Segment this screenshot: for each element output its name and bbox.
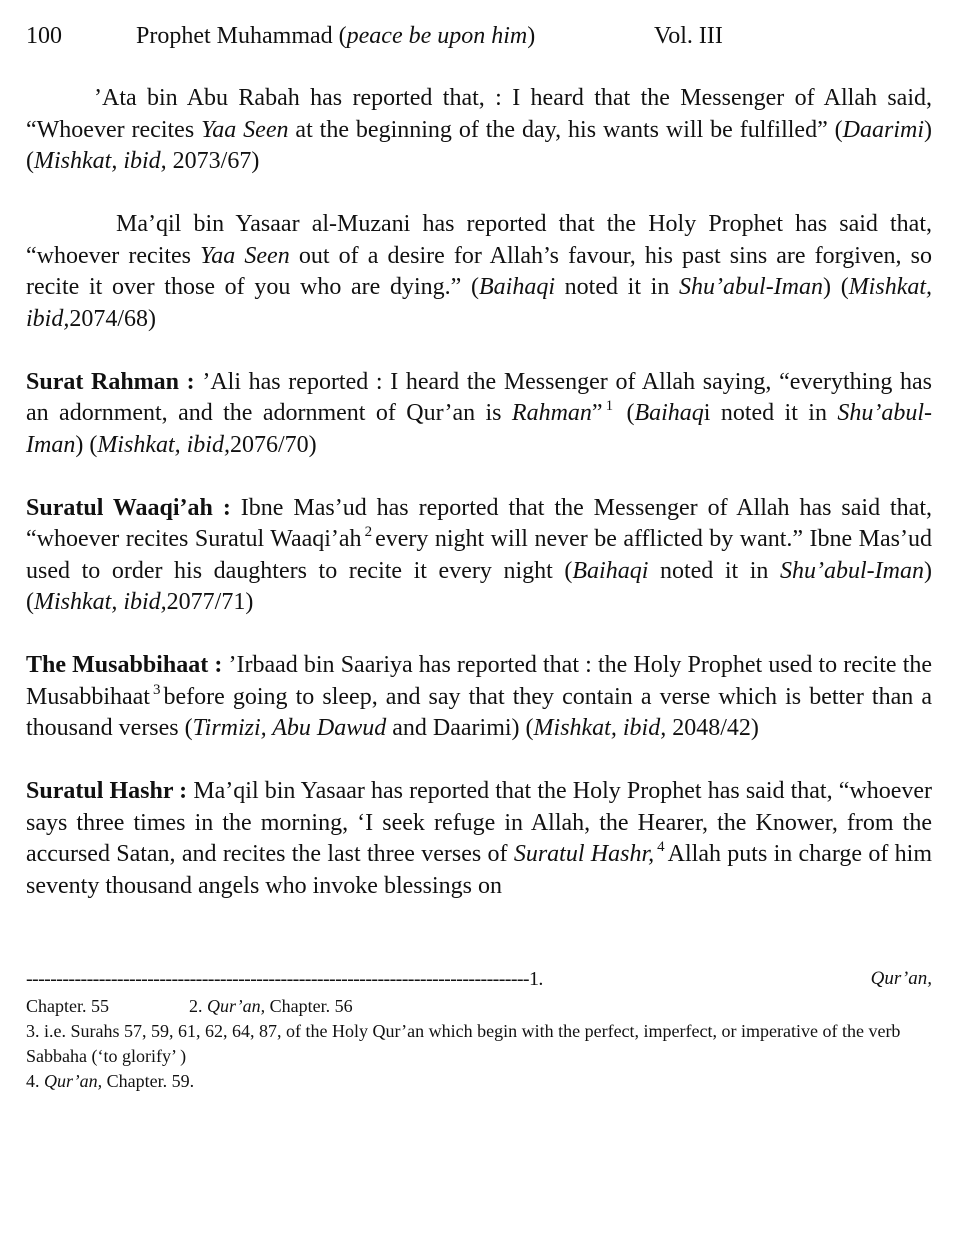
footnote-1-2: Chapter. 55 2. Qur’an, Chapter. 56 [26,996,353,1016]
footnote-ref: 3 [152,681,161,698]
paragraph-suratul-waaqiah: Suratul Waaqi’ah : Ibne Mas’ud has reported that the Messenger of Allah has said that, “whoever recites Suratul Waaqi’ah $^2$ every night will never be afflicted by want.” Ibne Mas’ud used to order his daughters to recite it every night (Baihaqi noted it in Shu’abul-Iman) (Mishkat, ibid,2077/71) [26,494,932,615]
footnote-separator: -----------------------------------------------------------------------------------1. Qur’an, [26,965,932,993]
section-heading: Suratul Hashr : [26,778,188,804]
footnotes [26,994,932,1094]
paragraph-suratul-hashr: Suratul Hashr : Ma’qil bin Yasaar has reported that the Holy Prophet has said that, “whoever says three times in the morning, ‘I seek refuge in Allah, the Hearer, the Knower, from the accursed Satan, and recites the last three verses of Suratul Hashr, $^4$ Allah puts in charge of him seventy thousand angels who invoke blessings on [26,778,933,899]
paragraph-yaa-seen-ata: ’Ata bin Abu Rabah has reported that, : I heard that the Messenger of Allah said, “Whoever recites Yaa Seen at the beginning of the day, his wants will be fulfilled” (Daarimi) (Mishkat, ibid, 2073/67) [26,85,932,174]
footnote-ref: 2 [364,524,373,540]
footnote-1-label: Qur’an, [870,968,932,989]
paragraph-yaa-seen-maqil: Ma’qil bin Yasaar al-Muzani has reported that the Holy Prophet has said that, “whoever recites Yaa Seen out of a desire for Allah’s favour, his past sins are forgiven, so recite it over those of you who are dying.” (Baihaqi noted it in Shu’abul-Iman) (Mishkat, ibid,2074/68) [26,211,933,332]
volume-label: Vol. III [654,23,723,49]
footnote-ref: 1 [605,398,614,414]
body-text [26,83,932,934]
section-heading: The Musabbihaat : [26,652,223,678]
running-header [26,20,936,52]
page-number: 100 [26,23,62,49]
footnote-3: 3. i.e. Surahs 57, 59, 61, 62, 64, 87, of the Holy Qur’an which begin with the perfect, imperfect, or imperative of the verb Sabbaha (‘to glorify’ ) [26,1021,901,1066]
paragraph-surat-rahman: Surat Rahman : ’Ali has reported : I heard the Messenger of Allah saying, “everything has an adornment, and the adornment of Qur’an is Rahman” $^1$ (Baihaqi noted it in Shu’abul-Iman) (Mishkat, ibid,2076/70) [26,368,933,458]
section-heading: Suratul Waaqi’ah : [26,494,231,521]
footnote-ref: 4 [657,839,665,855]
footnote-4: 4. Qur’an, Chapter. 59. [26,1071,195,1091]
section-heading: Surat Rahman : [26,368,195,395]
book-title: Prophet Muhammad (peace be upon him) [136,23,536,49]
paragraph-musabbihaat: The Musabbihaat : ’Irbaad bin Saariya has reported that : the Holy Prophet used to recite the Musabbihaat $^3$ before going to sleep, and say that they contain a verse which is better than a thousand verses (Tirmizi, Abu Dawud and Daarimi) (Mishkat, ibid, 2048/42) [26,652,933,741]
